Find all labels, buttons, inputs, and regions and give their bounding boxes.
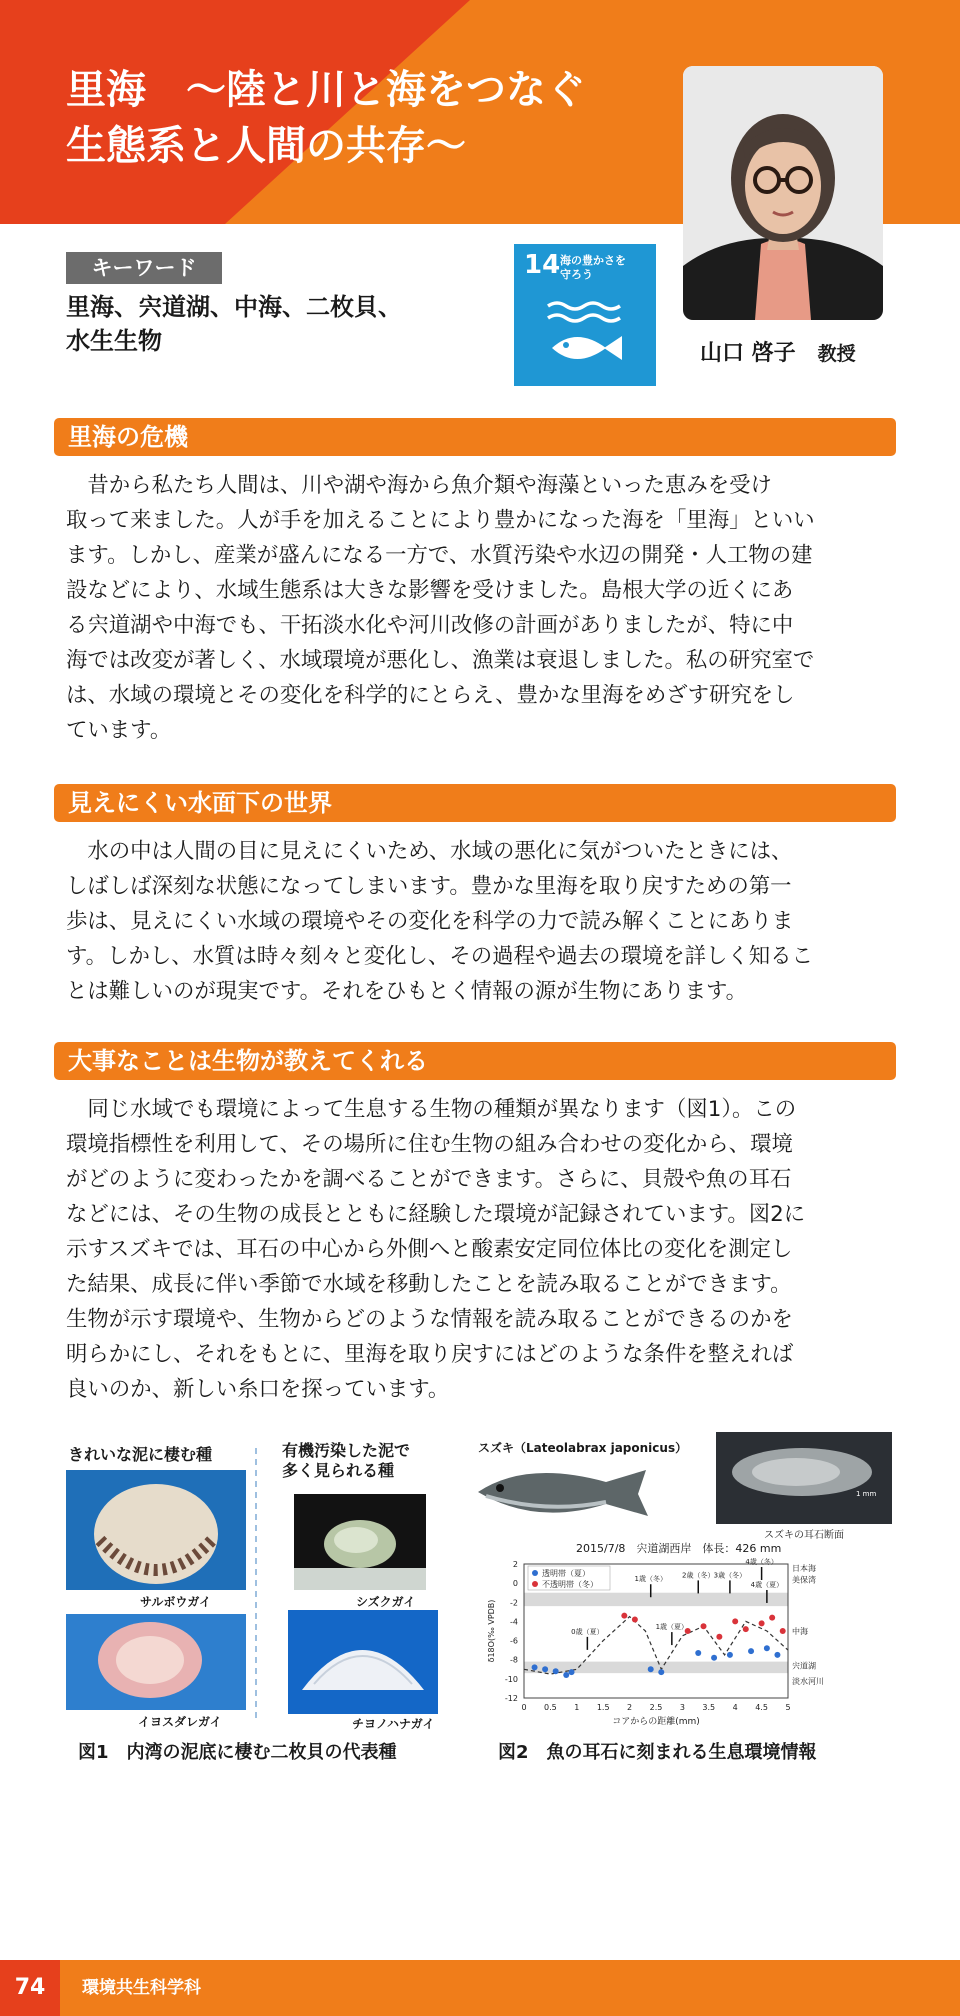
- x-tick-label: 1: [574, 1703, 580, 1712]
- y-tick-label: -4: [510, 1617, 518, 1627]
- age-label: 4歳（夏）: [750, 1580, 784, 1589]
- data-point: [743, 1626, 749, 1632]
- body-line: 良いのか、新しい糸口を探っています。: [66, 1377, 450, 1402]
- body-line: 水の中は人間の目に見えにくいため、水域の悪化に気がついたときには、: [66, 839, 793, 864]
- y-tick-label: -2: [510, 1598, 518, 1608]
- section-body-3: [66, 1092, 896, 1407]
- y-tick-label: 2: [512, 1560, 518, 1569]
- shell-iyosudaregai-image: [66, 1614, 246, 1710]
- zone-label: 美保湾: [792, 1575, 816, 1585]
- author-credit: [700, 336, 856, 367]
- zone-label: 淡水河川: [792, 1676, 824, 1686]
- chart-plot-area: [487, 1557, 824, 1727]
- body-line: 設などにより、水域生態系は大きな影響を受けました。島根大学の近くにあ: [66, 578, 794, 603]
- fig1-polluted-label-line1: 有機汚染した泥で: [282, 1441, 411, 1460]
- body-line: 取って来ました。人が手を加えることにより豊かになった海を「里海」といい: [66, 508, 815, 533]
- data-point: [701, 1623, 707, 1629]
- shell-saruboogai-image: [66, 1470, 246, 1590]
- y-tick-label: -10: [504, 1674, 518, 1684]
- data-point: [780, 1628, 786, 1634]
- sea-bass-image: [478, 1470, 648, 1516]
- x-axis-label: コアからの距離(mm): [612, 1717, 700, 1727]
- section-heading-3: [54, 1042, 896, 1080]
- body-line: 同じ水域でも環境によって生息する生物の種類が異なります（図1）。この: [66, 1097, 797, 1122]
- y-tick-label: 0: [512, 1579, 518, 1589]
- y-axis-label: δ18O(‰ VPDB): [487, 1599, 496, 1663]
- keyword-list: [66, 290, 466, 358]
- otolith-scale-label: 1 mm: [856, 1490, 877, 1498]
- data-point: [569, 1669, 575, 1675]
- y-tick-label: -6: [510, 1636, 518, 1646]
- section-body-1: [66, 468, 896, 748]
- zone-band: [524, 1662, 788, 1673]
- sdg-label-line2: 守ろう: [560, 268, 593, 281]
- page-title: [66, 62, 586, 174]
- data-point: [727, 1652, 733, 1658]
- author-photo: [683, 66, 883, 320]
- legend-label: 不透明帯（冬）: [542, 1580, 598, 1589]
- body-line: す。しかし、水質は時々刻々と変化し、その過程や過去の環境を詳しく知るこ: [66, 944, 813, 969]
- x-tick-label: 3: [679, 1703, 685, 1712]
- keyword-line2: 水生生物: [66, 327, 162, 355]
- figure2-caption: 図2 魚の耳石に刻まれる生息環境情報: [498, 1742, 817, 1763]
- data-point: [532, 1664, 538, 1670]
- body-line: などには、その生物の成長とともに経験した環境が記録されています。図2に: [66, 1202, 806, 1227]
- zone-label: 中海: [792, 1627, 808, 1636]
- y-tick-label: -8: [510, 1655, 518, 1665]
- figure1-caption: 図1 内湾の泥底に棲む二枚貝の代表種: [78, 1742, 397, 1763]
- figure1-bivalves: [66, 1440, 446, 1730]
- legend-marker: [532, 1581, 538, 1587]
- shell-chiyonohanagai-image: [288, 1610, 438, 1714]
- age-label: 4歳（冬）: [745, 1558, 778, 1566]
- species-label: イヨスダレガイ: [138, 1715, 222, 1729]
- legend-marker: [532, 1570, 538, 1576]
- age-label: 2歳（冬）: [682, 1571, 715, 1580]
- data-point: [774, 1652, 780, 1658]
- x-tick-label: 2.5: [649, 1703, 663, 1712]
- x-tick-label: 0: [521, 1703, 527, 1712]
- x-tick-label: 4: [732, 1703, 738, 1712]
- shell-shizukugai-image: [294, 1494, 426, 1590]
- body-line: ます。しかし、産業が盛んになる一方で、水質汚染や水辺の開発・人工物の建: [66, 543, 813, 568]
- body-line: 生物が示す環境や、生物からどのような情報を読み取ることができるのかを: [66, 1307, 793, 1332]
- author-portrait-image: [683, 66, 883, 320]
- data-point: [769, 1615, 775, 1621]
- section-title: 見えにくい水面下の世界: [68, 789, 332, 817]
- body-line: 昔から私たち人間は、川や湖や海から魚介類や海藻といった恵みを受け: [66, 473, 772, 498]
- section-heading-1: [54, 418, 896, 456]
- data-point: [759, 1620, 765, 1626]
- x-tick-label: 2: [627, 1703, 633, 1712]
- y-tick-label: -12: [504, 1694, 518, 1703]
- author-name: 山口 啓子: [700, 341, 796, 366]
- fish-wave-icon: [514, 244, 656, 386]
- data-point: [648, 1666, 654, 1672]
- data-point: [732, 1618, 738, 1624]
- body-line: る宍道湖や中海でも、干拓淡水化や河川改修の計画がありましたが、特に中: [66, 613, 794, 638]
- figure2-otolith-chart: [476, 1430, 896, 1730]
- body-line: 海では改変が著しく、水域環境が悪化し、漁業は衰退しました。私の研究室で: [66, 648, 815, 673]
- x-tick-label: 3.5: [702, 1703, 716, 1712]
- x-tick-label: 1.5: [596, 1703, 610, 1712]
- data-point: [632, 1617, 638, 1623]
- data-point: [621, 1613, 627, 1619]
- page-title-line1: 里海 ～陸と川と海をつなぐ: [66, 67, 586, 113]
- age-label: 1歳（夏）: [655, 1623, 689, 1632]
- data-point: [542, 1666, 548, 1672]
- section-body-2: [66, 834, 896, 1009]
- author-role: 教授: [817, 343, 856, 365]
- body-line: ています。: [66, 718, 172, 743]
- section-title: 里海の危機: [68, 423, 188, 451]
- chart-title: 2015/7/8 宍道湖西岸 体長：426 mm: [576, 1542, 782, 1555]
- fig1-clean-label: きれいな泥に棲む種: [68, 1445, 213, 1464]
- department-name: 環境共生科学科: [82, 1978, 201, 1998]
- fig1-polluted-label-line2: 多く見られる種: [282, 1461, 395, 1480]
- zone-label: 宍道湖: [792, 1661, 816, 1671]
- section-title: 大事なことは生物が教えてくれる: [68, 1047, 428, 1075]
- body-line: 明らかにし、それをもとに、里海を取り戻すにはどのような条件を整えれば: [66, 1342, 794, 1367]
- sdg-label-line1: 海の豊かさを: [560, 254, 626, 267]
- fish-label: スズキ（Lateolabrax japonicus）: [478, 1441, 688, 1455]
- body-line: は、水域の環境とその変化を科学的にとらえ、豊かな里海をめざす研究をし: [66, 683, 795, 708]
- keyword-line1: 里海、宍道湖、中海、二枚貝、: [66, 293, 402, 321]
- age-label: 1歳（冬）: [634, 1575, 667, 1584]
- x-tick-label: 0.5: [544, 1703, 557, 1712]
- body-line: がどのように変わったかを調べることができます。さらに、貝殻や魚の耳石: [66, 1167, 792, 1192]
- data-point: [695, 1650, 701, 1656]
- data-point: [748, 1648, 754, 1654]
- data-point: [764, 1645, 770, 1651]
- keyword-tag: キーワード: [66, 252, 222, 284]
- species-label: チヨノハナガイ: [352, 1717, 435, 1730]
- body-line: 環境指標性を利用して、その場所に住む生物の組み合わせの変化から、環境: [66, 1132, 793, 1157]
- data-point: [658, 1669, 664, 1675]
- data-point: [716, 1634, 722, 1640]
- page-title-line2: 生態系と人間の共存～: [66, 123, 466, 169]
- data-point: [553, 1668, 559, 1674]
- body-line: しばしば深刻な状態になってしまいます。豊かな里海を取り戻すための第一: [66, 874, 792, 899]
- body-line: 歩は、見えにくい水域の環境やその変化を科学の力で読み解くことにありま: [66, 909, 794, 934]
- species-label: サルボウガイ: [140, 1595, 212, 1609]
- body-line: た結果、成長に伴い季節で水域を移動したことを読み取ることができます。: [66, 1272, 792, 1297]
- species-label: シズクガイ: [356, 1595, 416, 1609]
- page-number: 74: [0, 1960, 60, 2016]
- sdg-number: 14: [524, 250, 561, 280]
- body-line: とは難しいのが現実です。それをひもとく情報の源が生物にあります。: [66, 979, 748, 1004]
- sdg14-badge: [514, 244, 656, 386]
- section-heading-2: [54, 784, 896, 822]
- otolith-label: スズキの耳石断面: [764, 1530, 844, 1541]
- x-tick-label: 4.5: [755, 1703, 768, 1712]
- body-line: 示すスズキでは、耳石の中心から外側へと酸素安定同位体比の変化を測定し: [66, 1237, 793, 1262]
- age-label: 3歳（冬）: [713, 1571, 747, 1580]
- legend-label: 透明帯（夏）: [542, 1569, 590, 1578]
- footer-bar: [0, 1960, 960, 2016]
- zone-label: 日本海: [792, 1563, 816, 1573]
- otolith-image: [716, 1432, 892, 1524]
- data-point: [563, 1672, 569, 1678]
- age-label: 0歳（夏）: [571, 1627, 604, 1636]
- data-point: [711, 1655, 717, 1661]
- zone-band: [524, 1593, 788, 1606]
- x-tick-label: 5: [785, 1703, 791, 1712]
